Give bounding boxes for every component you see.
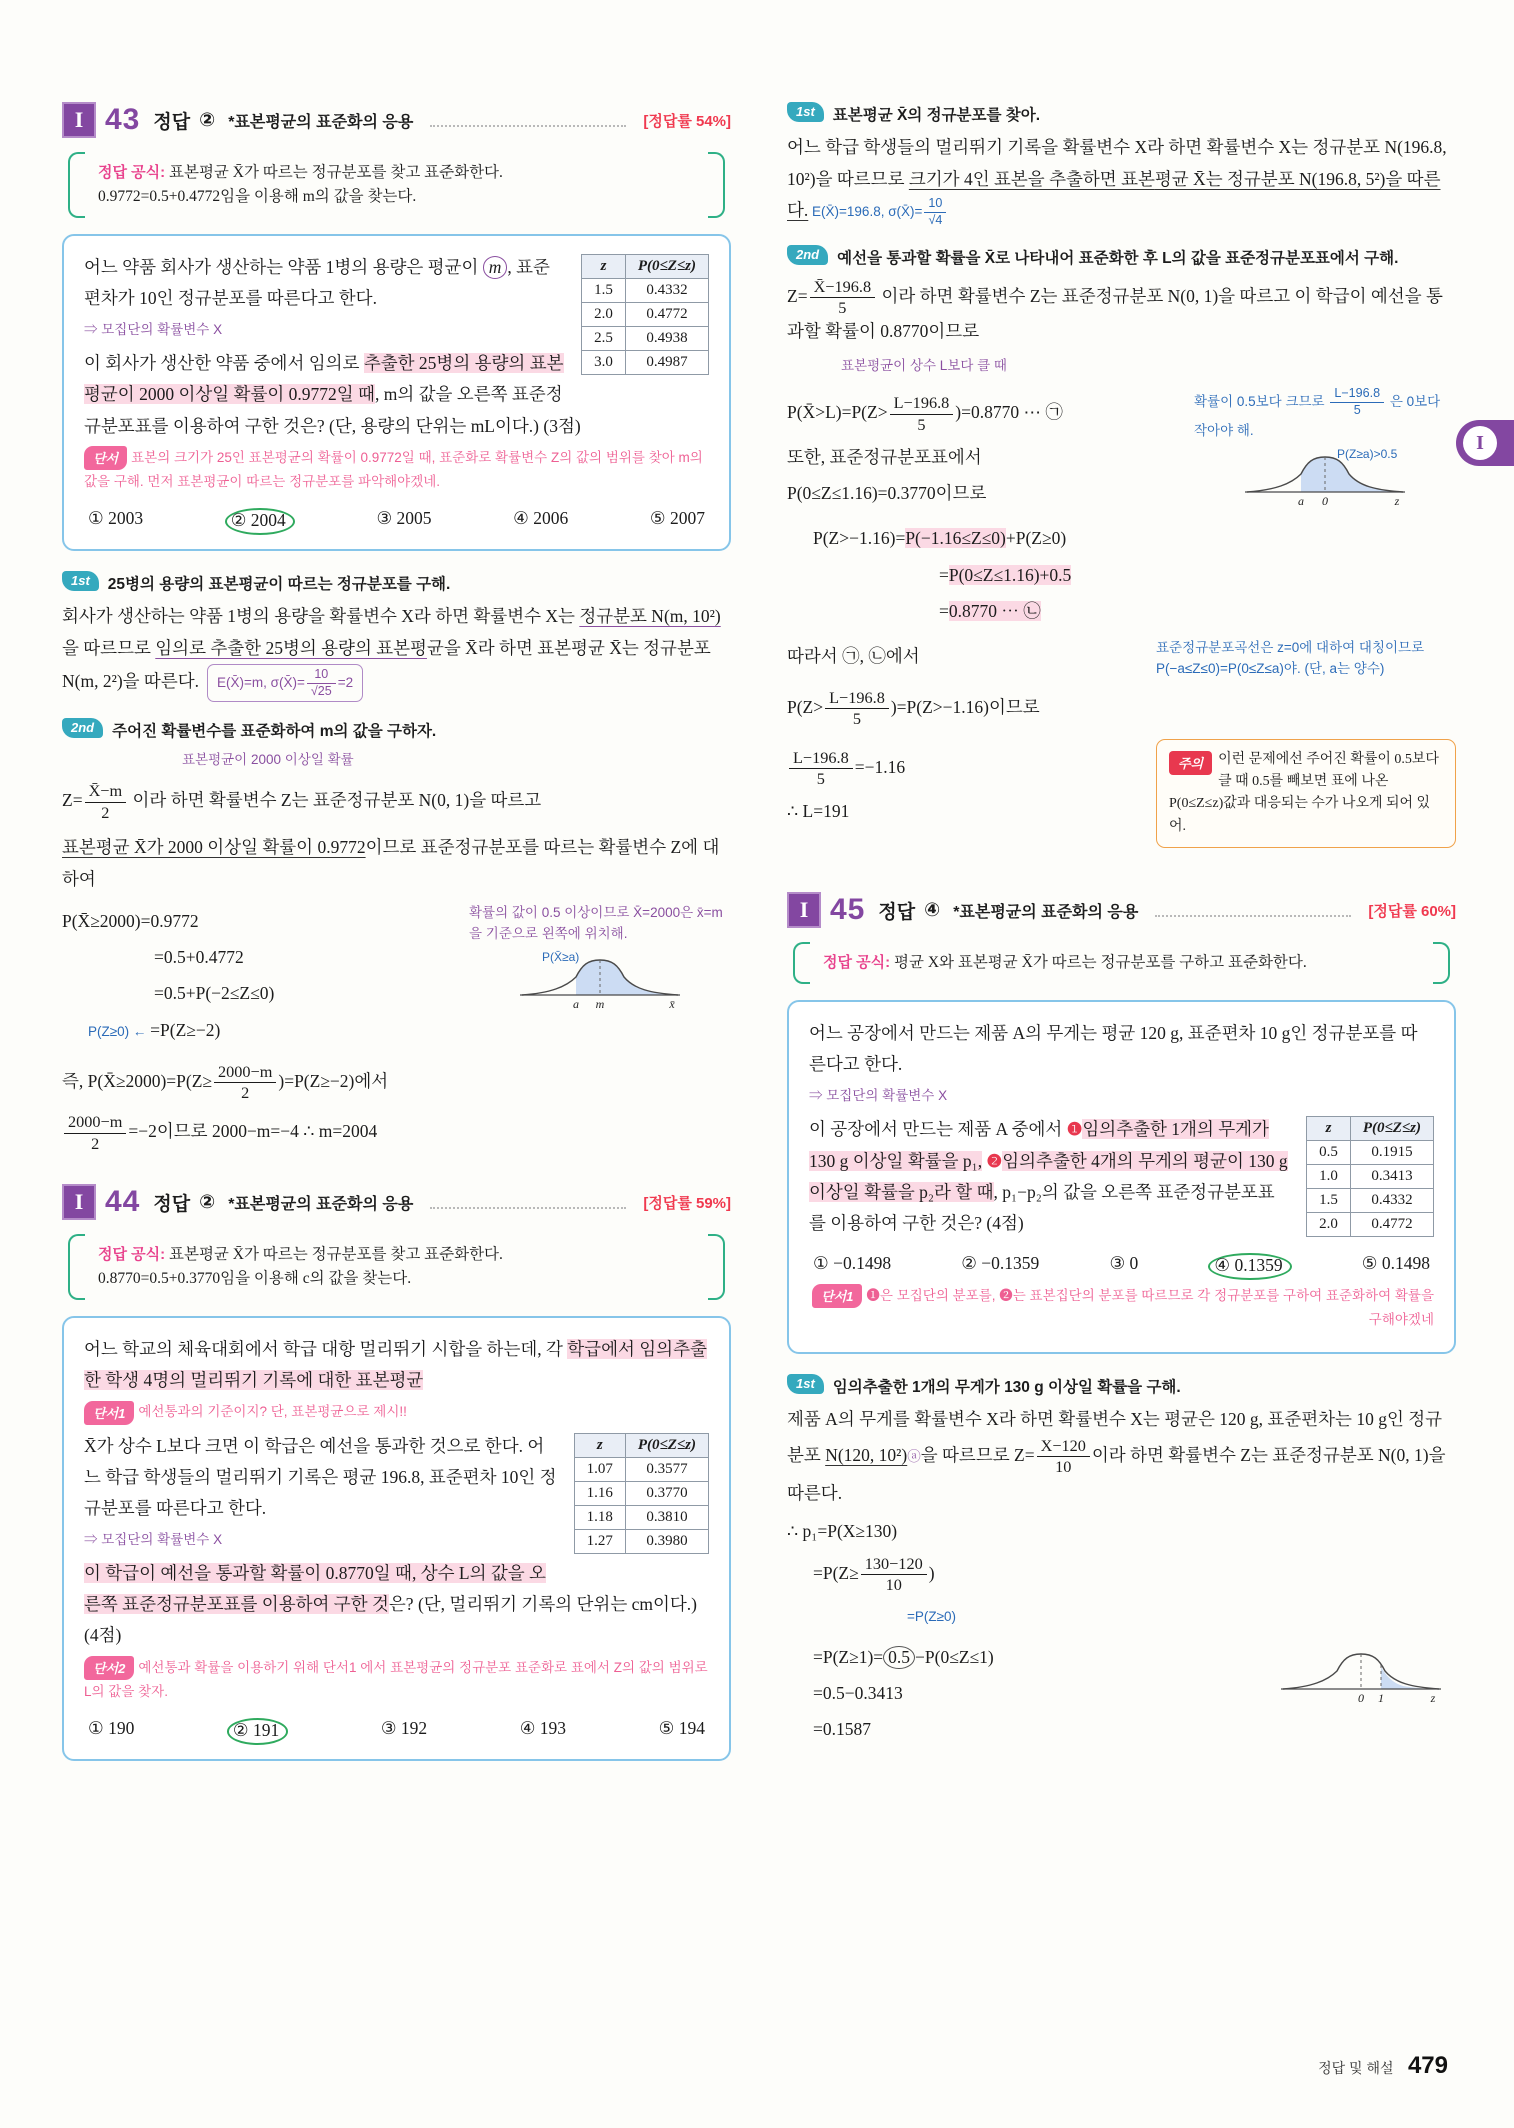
equation: $\frac{2000-m}{2}$ =−2이므로 2000−m=−4 ∴ m=2004 bbox=[62, 1112, 731, 1154]
equation: 즉, P(X̄≥2000)=P(Z≥ $\frac{2000-m}{2}$ )=P(Z≥−2)에서 bbox=[62, 1062, 389, 1102]
equation-block bbox=[787, 384, 1456, 516]
step2-badge: 2nd bbox=[787, 245, 828, 265]
solution-44 bbox=[787, 102, 1456, 848]
chapter-side-tab bbox=[1456, 420, 1514, 466]
question-box bbox=[62, 1316, 731, 1761]
dotted-leader bbox=[1155, 904, 1351, 917]
formula-label: 정답 공식: bbox=[98, 1246, 166, 1264]
svg-text:1: 1 bbox=[1378, 1690, 1384, 1705]
step1-body: 어느 학급 학생들의 멀리뛰기 기록을 확률변수 X라 하면 확률변수 X는 정규분포 N(196.8, 10²)을 따르므로 크기가 4인 표본을 추출하면 표본평균 X̄는 정규분포 N(196.8, 5²)을 따른다. E(X̄)=196.8, σ(X̄)= $\frac{10}{√4}$ bbox=[787, 137, 1447, 227]
curve-label: P(Z≥a)>0.5 bbox=[1337, 446, 1398, 461]
choice-1: ① 2003 bbox=[88, 508, 144, 529]
question-text-2: 이 공장에서 만드는 제품 A 중에서 ❶임의추출한 1개의 무게가 130 g 이상일 확률을 p₁, ❷임의추출한 4개의 무게의 평균이 130 g 이상일 확률을 p₂라 할 때, p₁−p₂의 값을 오른쪽 표준정규분포표를 이용하여 구한 것은? (4점) bbox=[809, 1119, 1288, 1233]
step2-body: 표본평균 X̄가 2000 이상일 확률이 0.9772이므로 표준정규분포를 따르는 확률변수 Z에 대하여 bbox=[62, 837, 720, 889]
z-table bbox=[581, 254, 709, 375]
answer-value: ② bbox=[199, 109, 216, 131]
problem-title: *표본평균의 표준화의 응용 bbox=[228, 1195, 414, 1213]
dotted-leader bbox=[430, 1196, 626, 1209]
population-note: ⇒ 모집단의 확률변수 X bbox=[809, 1088, 948, 1104]
correct-rate: [정답률 59%] bbox=[643, 1194, 731, 1212]
choice-2-answer: ② 191 bbox=[227, 1718, 288, 1745]
step2-heading: 예선을 통과할 확률을 X̄로 나타내어 표준화한 후 L의 값을 표준정규분포표에서 구해. bbox=[837, 249, 1399, 267]
question-text-1: 어느 학교의 체육대회에서 학급 대항 멀리뛰기 시합을 하는데, 각 학급에서 임의추출한 학생 4명의 멀리뛰기 기록에 대한 표본평균 bbox=[84, 1339, 707, 1391]
step1-body: 회사가 생산하는 약품 1병의 용량을 확률변수 X라 하면 확률변수 X는 정규분포 N(m, 10²)을 따르므로 임의로 추출한 25병의 용량의 표본평균을 X̄라 하면 표본평균 X̄는 정규분포 N(m, 2²)을 따른다. E(X̄)=m, σ(X̄)= $\frac{10}{√25}$ =2 bbox=[62, 601, 731, 702]
problem-44 bbox=[62, 1184, 731, 1761]
equation: Z= $\frac{X̄-196.8}{5}$ 이라 하면 확률변수 Z는 표준정규분포 N(0, 1)을 따르고 이 학급이 예선을 통과할 확률이 0.8770이므로 bbox=[787, 277, 1443, 342]
step1-badge: 1st bbox=[787, 1374, 824, 1394]
choice-2-answer: ② 2004 bbox=[225, 508, 295, 535]
solution-step-1 bbox=[787, 1374, 1456, 1397]
z-table-header: z P(0≤Z≤z) bbox=[574, 1433, 708, 1457]
z-table-row: 1.0 0.3413 bbox=[1307, 1165, 1434, 1189]
choices bbox=[809, 1253, 1434, 1280]
problem-number: 43 bbox=[105, 103, 141, 136]
hint-badge: 단서1 bbox=[812, 1284, 862, 1308]
question-text-1: 어느 공장에서 만드는 제품 A의 무게는 평균 120 g, 표준편차 10 g인 정규분포를 따른다고 한다. bbox=[809, 1023, 1418, 1075]
step2-heading: 주어진 확률변수를 표준화하여 m의 값을 구하자. bbox=[112, 723, 437, 741]
z-table-row: 1.5 0.4332 bbox=[582, 279, 709, 303]
equation: P(Z>−1.16)=P(−1.16≤Z≤0)+P(Z≥0) bbox=[813, 528, 1067, 549]
population-note: ⇒ 모집단의 확률변수 X bbox=[84, 322, 223, 338]
equation: P(0≤Z≤1.16)=0.3770이므로 bbox=[787, 483, 987, 504]
z-table-row: 1.16 0.3770 bbox=[574, 1481, 708, 1505]
hint1-note: 단서1 예선통과의 기준이지? 단, 표본평균으로 제시!! bbox=[84, 1400, 709, 1424]
z-table-header bbox=[582, 255, 709, 279]
solution-step-2 bbox=[62, 718, 731, 741]
curve-label: P(X̄≥a) bbox=[542, 950, 580, 965]
answer-formula-box bbox=[68, 1234, 725, 1300]
question-text-3: 이 학급이 예선을 통과할 확률이 0.8770일 때, 상수 L의 값을 오른쪽 표준정규분포표를 이용하여 구한 것은? (단, 멀리뛰기 기록의 단위는 cm이다.) (4점) bbox=[84, 1563, 697, 1646]
choice-3: ③ 0 bbox=[1109, 1253, 1139, 1273]
z-table-row: 2.0 0.4772 bbox=[582, 303, 709, 327]
answer-formula-box bbox=[68, 152, 725, 218]
answer-label: 정답 bbox=[153, 111, 191, 133]
caution-text: 이런 문제에선 주어진 확률이 0.5보다 클 때 0.5를 빼보면 표에 나온 P(0≤Z≤z)값과 대응되는 수가 나오게 되어 있어. bbox=[1169, 751, 1439, 834]
dotted-leader bbox=[430, 114, 626, 127]
step1-body: 제품 A의 무게를 확률변수 X라 하면 확률변수 X는 평균은 120 g, 표준편차는 10 g인 정규분포 N(120, 10²)ⓐ을 따르므로 Z= $\frac{X-120}{10}$ 이라 하면 확률변수 Z는 표준정규분포 N(0, 1)을 따른다. bbox=[787, 1409, 1446, 1503]
equation: P(X̄>L)=P(Z> $\frac{L-196.8}{5}$ )=0.8770 ⋯ ㉠ bbox=[787, 394, 1063, 434]
page-footer bbox=[1318, 2052, 1448, 2080]
choices bbox=[84, 1718, 709, 1745]
svg-text:z: z bbox=[1394, 493, 1400, 508]
svg-text:z: z bbox=[1430, 1690, 1436, 1705]
equation: =P(0≤Z≤1.16)+0.5 bbox=[939, 564, 1072, 585]
step1-badge: 1st bbox=[62, 571, 99, 591]
z-table-row: 1.18 0.3810 bbox=[574, 1505, 708, 1529]
correct-rate: [정답률 54%] bbox=[643, 112, 731, 130]
formula-text: 평균 X와 표본평균 X̄가 따르는 정규분포를 구하고 표준화한다. bbox=[894, 954, 1307, 972]
step2-badge: 2nd bbox=[62, 718, 103, 738]
answer-value: ④ bbox=[924, 899, 941, 921]
z-table bbox=[1306, 1116, 1434, 1237]
choice-5: ⑤ 194 bbox=[658, 1717, 705, 1738]
svg-text:0: 0 bbox=[1322, 493, 1328, 508]
book-badge: I bbox=[787, 892, 821, 928]
z-table-row: 2.5 0.4938 bbox=[582, 327, 709, 351]
equation: =P(Z≥1)= 0.5 −P(0≤Z≤1) bbox=[813, 1646, 994, 1667]
question-text-2: X̄가 상수 L보다 크면 이 학급은 예선을 통과한 것으로 한다. 어느 학급 학생들의 멀리뛰기 기록은 평균 196.8, 표준편차 10인 정규분포를 따른다고 한다. bbox=[84, 1435, 557, 1518]
formula-line-1 bbox=[98, 1243, 695, 1267]
choice-4: ④ 193 bbox=[519, 1717, 567, 1738]
symmetry-note: 표준정규분포곡선은 z=0에 대하여 대칭이므로 P(−a≤Z≤0)=P(0≤Z≤a)야. (단, a는 양수) bbox=[1156, 639, 1425, 676]
right-column bbox=[787, 102, 1456, 1787]
equation: 따라서 ㉠, ㉡에서 bbox=[787, 645, 920, 666]
z-table-row: 2.0 0.4772 bbox=[1307, 1213, 1434, 1237]
problem-title: *표본평균의 표준화의 응용 bbox=[953, 903, 1139, 921]
choice-1: ① −0.1498 bbox=[813, 1253, 892, 1273]
svg-text:x̄: x̄ bbox=[669, 997, 675, 1012]
choice-2: ② −0.1359 bbox=[961, 1253, 1040, 1273]
problem-43 bbox=[62, 102, 731, 1154]
formula-line-2: 0.8770=0.5+0.3770임을 이용해 c의 값을 찾는다. bbox=[98, 1270, 412, 1288]
choice-4: ④ 2006 bbox=[513, 508, 569, 529]
svg-text:a: a bbox=[573, 997, 579, 1012]
problem-43-header bbox=[62, 102, 731, 138]
normal-curve bbox=[516, 949, 684, 1013]
question-text-1: 어느 약품 회사가 생산하는 약품 1병의 용량은 평균이 m , 표준편차가 10인 정규분포를 따른다고 한다. bbox=[84, 257, 550, 309]
equation: =0.5−0.3413 bbox=[813, 1682, 903, 1703]
answer-label: 정답 bbox=[153, 1193, 191, 1215]
p-col: P(0≤Z≤z) bbox=[625, 255, 708, 279]
step2-note: 표본평균이 2000 이상일 확률 bbox=[182, 752, 354, 768]
normal-curve bbox=[1277, 1643, 1445, 1707]
equation: $\frac{L-196.8}{5}$ =−1.16 bbox=[787, 748, 1142, 790]
formula-text: 표본평균 X̄가 따르는 정규분포를 찾고 표준화한다. bbox=[169, 164, 503, 181]
problem-title: *표본평균의 표준화의 응용 bbox=[228, 113, 414, 131]
problem-44-header bbox=[62, 1184, 731, 1220]
caution-badge: 주의 bbox=[1169, 751, 1212, 775]
z-table-row: 3.0 0.4987 bbox=[582, 351, 709, 375]
equation-block bbox=[62, 899, 731, 1053]
equation: Z= $\frac{X̄-m}{2}$ 이라 하면 확률변수 Z는 표준정규분포 N(0, 1)을 따르고 bbox=[62, 782, 542, 822]
equation: =P(Z≥ $\frac{130-120}{10}$ ) bbox=[813, 1555, 935, 1595]
svg-text:m: m bbox=[595, 997, 605, 1012]
equation: =0.1587 bbox=[813, 1719, 871, 1740]
z-table-header: z P(0≤Z≤z) bbox=[1307, 1117, 1434, 1141]
choice-3: ③ 192 bbox=[380, 1717, 428, 1738]
normal-curve bbox=[1241, 446, 1409, 510]
equation-block bbox=[787, 634, 1456, 679]
equation: P(X̄≥2000)=0.9772 bbox=[62, 911, 199, 932]
z-table-row: 1.27 0.3980 bbox=[574, 1529, 708, 1553]
equation: =0.8770 ⋯ ㉡ bbox=[939, 600, 1041, 621]
problem-45 bbox=[787, 892, 1456, 1752]
step1-badge: 1st bbox=[787, 102, 824, 122]
z-table-row: 1.5 0.4332 bbox=[1307, 1189, 1434, 1213]
formula-label: 정답 공식: bbox=[823, 954, 891, 972]
question-box bbox=[787, 1000, 1456, 1354]
formula-line-1 bbox=[823, 951, 1420, 975]
choice-3: ③ 2005 bbox=[376, 508, 432, 529]
z-table-row: 1.07 0.3577 bbox=[574, 1457, 708, 1481]
left-column bbox=[62, 102, 731, 1787]
equation-block bbox=[787, 1635, 1456, 1752]
equation-block bbox=[787, 739, 1456, 849]
note-above-eq: 표본평균이 상수 L보다 클 때 bbox=[841, 358, 1007, 374]
equation: P(Z≥0) ← =P(Z≥−2) bbox=[88, 1019, 221, 1040]
equation: =0.5+P(−2≤Z≤0) bbox=[154, 983, 275, 1004]
problem-number: 44 bbox=[105, 1185, 141, 1219]
hint2-note: 단서2 예선통과 확률을 이용하기 위해 단서1 에서 표본평균의 정규분포 표준화로 표에서 Z의 값의 범위로 L의 값을 찾자. bbox=[84, 1656, 709, 1704]
choice-4-answer: ④ 0.1359 bbox=[1208, 1253, 1291, 1280]
page-number: 479 bbox=[1407, 2052, 1448, 2079]
answer-formula-box bbox=[793, 942, 1450, 984]
solution-step-2 bbox=[787, 245, 1456, 268]
choice-5: ⑤ 2007 bbox=[649, 508, 705, 529]
svg-text:a: a bbox=[1298, 493, 1304, 508]
side-note: 확률이 0.5보다 크므로 $\frac{L-196.8}{5}$ 은 0보다 작아야 해. bbox=[1194, 386, 1441, 438]
correct-rate: [정답률 60%] bbox=[1368, 902, 1456, 920]
hint2-badge: 단서2 bbox=[84, 1656, 134, 1680]
choices bbox=[84, 508, 709, 535]
z-table-row: 0.5 0.1915 bbox=[1307, 1141, 1434, 1165]
hint-badge: 단서 bbox=[84, 446, 127, 470]
svg-text:0: 0 bbox=[1358, 1690, 1364, 1705]
note-above-eq: =P(Z≥0) bbox=[907, 1608, 957, 1624]
equation: 또한, 표준정규분포표에서 bbox=[787, 447, 982, 468]
choice-5: ⑤ 0.1498 bbox=[1361, 1253, 1430, 1273]
step1-heading: 25병의 용량의 표본평균이 따르는 정규분포를 구해. bbox=[107, 576, 451, 594]
equation: ∴ p₁=P(X≥130) bbox=[787, 1521, 898, 1542]
choice-1: ① 190 bbox=[88, 1717, 135, 1738]
formula-line-2: 0.9772=0.5+0.4772임을 이용해 m의 값을 찾는다. bbox=[98, 188, 417, 206]
side-note: 확률의 값이 0.5 이상이므로 X̄=2000은 x̄=m을 기준으로 왼쪽에 위치해. bbox=[469, 905, 723, 942]
solution-step-1 bbox=[787, 102, 1456, 125]
hint-note: 단서1 ❶은 모집단의 분포를, ❷는 표본집단의 분포를 따르므로 각 정규분포를 구하여 표준화하여 확률을 구해야겠네 bbox=[809, 1284, 1434, 1332]
equation: ∴ L=191 bbox=[787, 801, 850, 822]
z-table bbox=[574, 1433, 709, 1554]
footer-label: 정답 및 해설 bbox=[1318, 2060, 1394, 2076]
equation: P(Z> $\frac{L-196.8}{5}$ )=P(Z>−1.16)이므로 bbox=[787, 688, 1040, 729]
book-badge: I bbox=[62, 1184, 96, 1220]
step1-heading: 표본평균 X̄의 정규분포를 찾아. bbox=[832, 107, 1041, 124]
chapter-letter: I bbox=[1463, 426, 1497, 460]
problem-45-header bbox=[787, 892, 1456, 928]
formula-line-1 bbox=[98, 161, 695, 185]
hint1-badge: 단서1 bbox=[84, 1401, 134, 1425]
answer-value: ② bbox=[199, 1191, 216, 1213]
book-badge: I bbox=[62, 102, 96, 138]
problem-number: 45 bbox=[830, 893, 866, 927]
equation: =0.5+0.4772 bbox=[154, 947, 244, 968]
answer-label: 정답 bbox=[878, 901, 916, 923]
formula-text: 표본평균 X̄가 따르는 정규분포를 찾고 표준화한다. bbox=[169, 1246, 503, 1264]
question-box bbox=[62, 234, 731, 551]
hint-note: 단서 표본의 크기가 25인 표본평균의 확률이 0.9772일 때, 표준화로 확률변수 Z의 값의 범위를 찾아 m의 값을 구해. 먼저 표본평균이 따르는 정규분포를 파악해야겠네. bbox=[84, 446, 709, 494]
solution-step-1 bbox=[62, 571, 731, 594]
question-text-2: 이 회사가 생산한 약품 중에서 임의로 추출한 25병의 용량의 표본평균이 2000 이상일 확률이 0.9772일 때, m의 값을 오른쪽 표준정규분포표를 이용하여 구한 것은? (단, 용량의 단위는 mL이다.) (3점) bbox=[84, 353, 581, 436]
step1-heading: 임의추출한 1개의 무게가 130 g 이상일 확률을 구해. bbox=[832, 1379, 1181, 1397]
z-col: z bbox=[582, 255, 626, 279]
caution-box bbox=[1156, 739, 1456, 849]
formula-label: 정답 공식: bbox=[98, 164, 166, 181]
population-note: ⇒ 모집단의 확률변수 X bbox=[84, 1532, 223, 1548]
